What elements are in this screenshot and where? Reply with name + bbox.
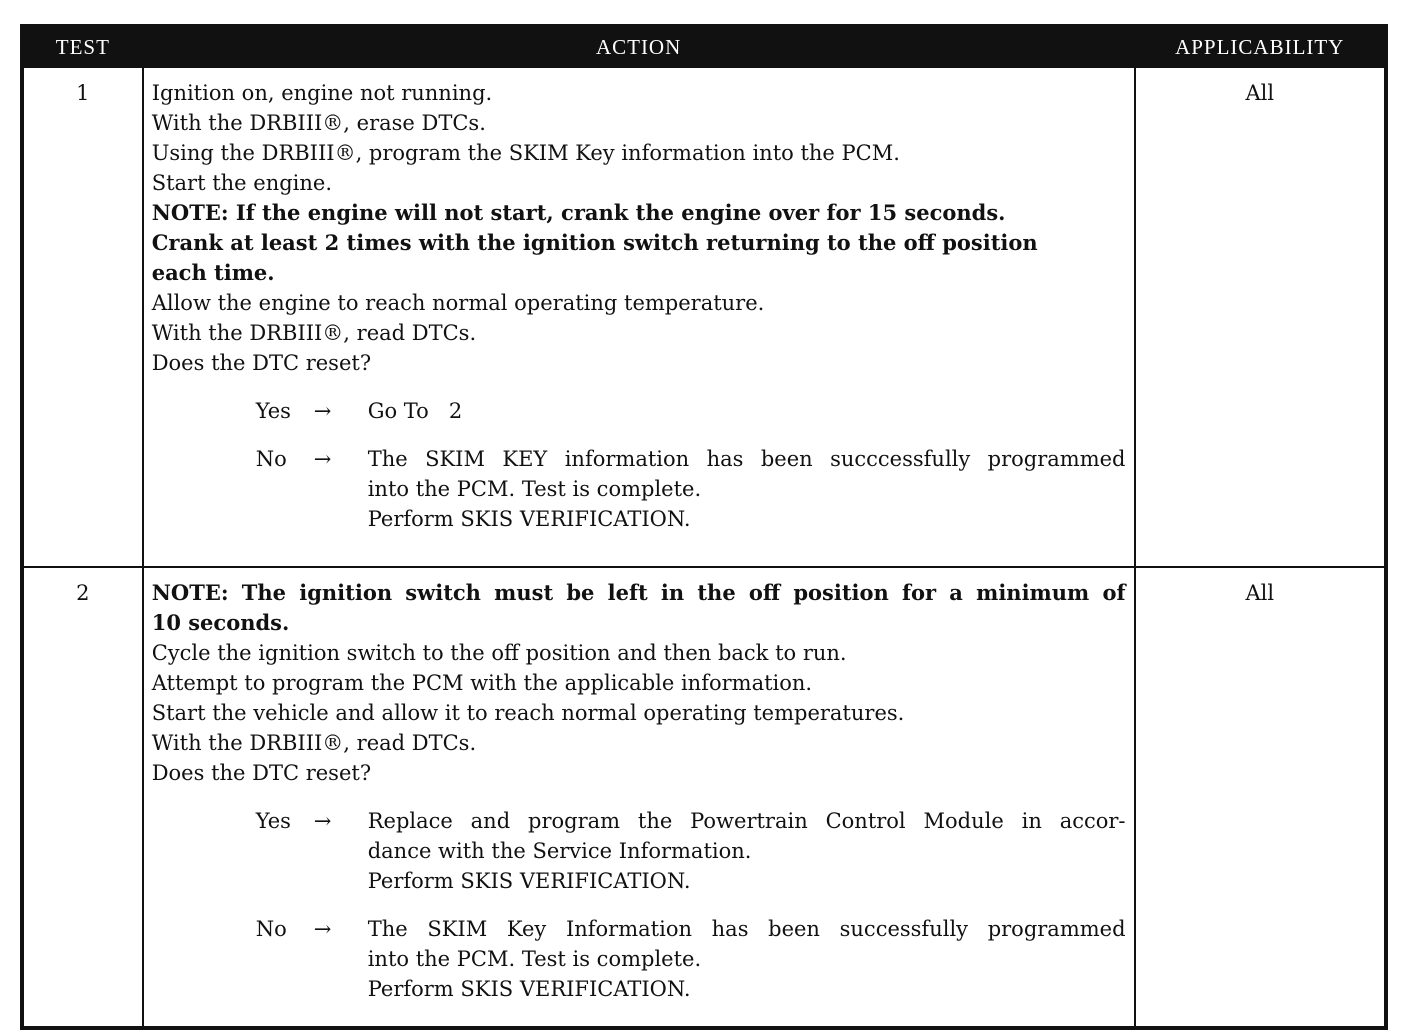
arrow-right-icon: →	[313, 447, 332, 471]
action-line: Cycle the ignition switch to the off position and then back to run.	[151, 641, 847, 665]
no-outcome	[256, 444, 1126, 534]
action-cell	[143, 67, 1135, 567]
yes-label: Yes	[255, 399, 291, 423]
yes-result	[368, 396, 1126, 426]
no-result	[368, 444, 1126, 534]
action-cell	[143, 567, 1135, 1028]
result-line: The SKIM Key Information has been successfully programmed	[367, 917, 1126, 941]
action-line: Using the DRBIII®, program the SKIM Key information into the PCM.	[151, 141, 900, 165]
action-line: Allow the engine to reach normal operating temperature.	[151, 291, 765, 315]
no-result	[368, 914, 1126, 1004]
no-label: No	[255, 917, 287, 941]
action-line: Start the engine.	[151, 171, 333, 195]
header-test: TEST	[22, 26, 143, 67]
note-line: each time.	[151, 260, 275, 285]
no-label: No	[255, 447, 287, 471]
action-line: Ignition on, engine not running.	[151, 81, 493, 105]
note-line: Crank at least 2 times with the ignition switch returning to the off position	[151, 230, 1038, 255]
test-number: 2	[22, 567, 143, 1028]
result-line: Perform SKIS VERIFICATION.	[367, 507, 691, 531]
action-line: With the DRBIII®, read DTCs.	[151, 731, 477, 755]
result-line: The SKIM KEY information has been succcessfully programmed	[367, 447, 1126, 471]
result-line: Go To 2	[367, 399, 463, 423]
result-line: Replace and program the Powertrain Control Module in accor-	[367, 809, 1126, 833]
result-line: into the PCM. Test is complete.	[367, 477, 702, 501]
arrow-right-icon: →	[313, 399, 332, 423]
action-line: Does the DTC reset?	[151, 351, 372, 375]
yes-outcome	[256, 806, 1126, 896]
action-line: With the DRBIII®, erase DTCs.	[151, 111, 486, 135]
table-row	[22, 567, 1386, 1028]
action-line: With the DRBIII®, read DTCs.	[151, 321, 477, 345]
note-line: NOTE: The ignition switch must be left in the off position for a minimum of	[151, 580, 1126, 605]
result-line: Perform SKIS VERIFICATION.	[367, 869, 691, 893]
test-number: 1	[22, 67, 143, 567]
note-line: NOTE: If the engine will not start, crank the engine over for 15 seconds.	[151, 200, 1006, 225]
yes-label: Yes	[255, 809, 291, 833]
result-line: into the PCM. Test is complete.	[367, 947, 702, 971]
note-line: 10 seconds.	[151, 610, 290, 635]
table-row	[22, 67, 1386, 567]
action-line: Attempt to program the PCM with the applicable information.	[151, 671, 813, 695]
action-line: Start the vehicle and allow it to reach normal operating temperatures.	[151, 701, 905, 725]
result-line: Perform SKIS VERIFICATION.	[367, 977, 691, 1001]
header-action: ACTION	[143, 26, 1135, 67]
header-applicability: APPLICABILITY	[1135, 26, 1386, 67]
action-line: Does the DTC reset?	[151, 761, 372, 785]
yes-outcome	[256, 396, 1126, 426]
yes-result	[368, 806, 1126, 896]
arrow-right-icon: →	[313, 809, 332, 833]
diagnostic-test-table	[20, 24, 1388, 1030]
applicability-value: All	[1135, 67, 1386, 567]
arrow-right-icon: →	[313, 917, 332, 941]
result-line: dance with the Service Information.	[367, 839, 752, 863]
table-header-row	[22, 26, 1386, 67]
no-outcome	[256, 914, 1126, 1004]
applicability-value: All	[1135, 567, 1386, 1028]
